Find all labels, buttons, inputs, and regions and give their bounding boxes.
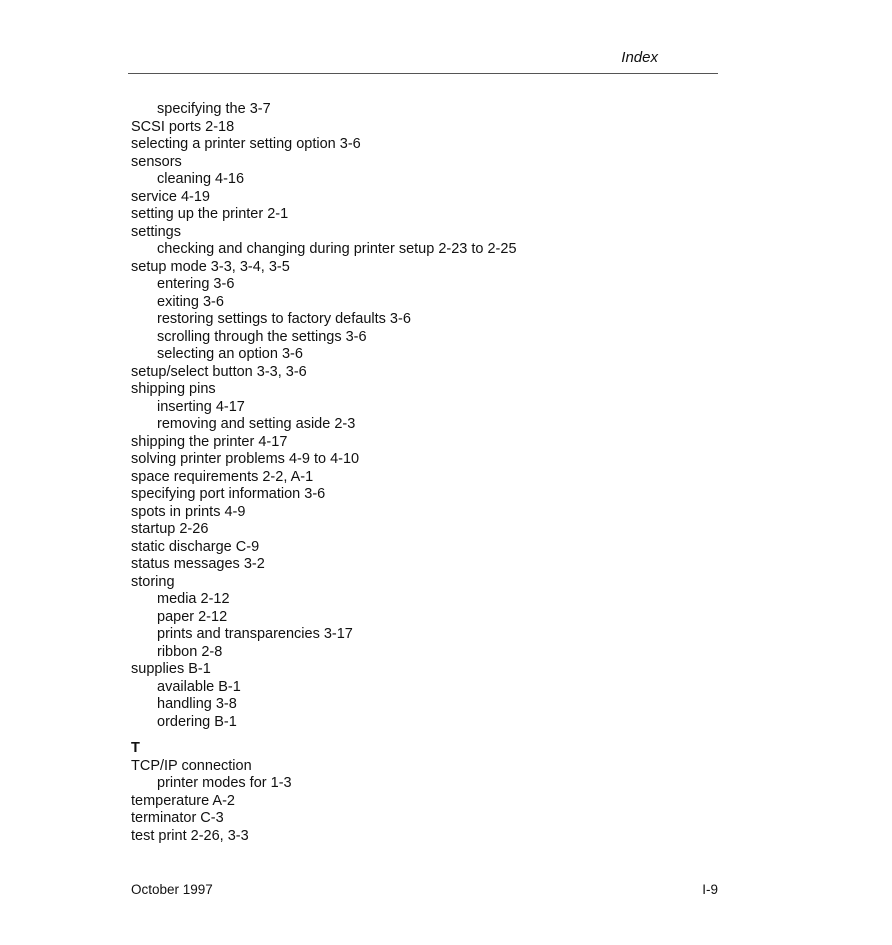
index-subentry: printer modes for 1-3 — [157, 775, 292, 791]
index-subentry: exiting 3-6 — [157, 293, 224, 310]
index-subentry: ordering B-1 — [157, 713, 237, 730]
index-entry: status messages 3-2 — [131, 556, 265, 572]
index-entry: static discharge C-9 — [131, 538, 260, 555]
index-entry: startup 2-26 — [131, 521, 209, 537]
index-subentry: media 2-12 — [157, 591, 230, 607]
index-letter-heading: T — [131, 740, 140, 756]
index-subentry: entering 3-6 — [157, 276, 235, 292]
index-entry: solving printer problems 4-9 to 4-10 — [131, 451, 360, 467]
index-subentry: paper 2-12 — [157, 608, 228, 625]
index-entry: service 4-19 — [131, 188, 210, 205]
running-header-title: Index — [621, 49, 658, 66]
index-subentry: ribbon 2-8 — [157, 643, 223, 660]
index-subentry: available B-1 — [157, 678, 241, 695]
index-entry: setup/select button 3-3, 3-6 — [131, 363, 307, 380]
footer-page-number: I-9 — [702, 882, 718, 897]
index-entry: settings — [131, 223, 181, 240]
index-entry: shipping the printer 4-17 — [131, 433, 288, 450]
index-entry: selecting a printer setting option 3-6 — [131, 136, 361, 152]
index-entry: sensors — [131, 153, 182, 170]
index-entry: test print 2-26, 3-3 — [131, 827, 249, 844]
index-entry: TCP/IP connection — [131, 757, 252, 774]
index-subentry: removing and setting aside 2-3 — [157, 416, 356, 432]
index-subentry: restoring settings to factory defaults 3-6 — [157, 311, 411, 327]
index-entry: specifying port information 3-6 — [131, 486, 326, 502]
index-subentry: handling 3-8 — [157, 696, 237, 712]
index-subentry: inserting 4-17 — [157, 398, 245, 415]
footer-date: October 1997 — [131, 882, 213, 897]
index-entry: setting up the printer 2-1 — [131, 206, 289, 222]
index-subentry: scrolling through the settings 3-6 — [157, 328, 367, 345]
index-subentry: specifying the 3-7 — [157, 101, 271, 117]
header-divider — [128, 73, 718, 74]
index-subentry: selecting an option 3-6 — [157, 346, 303, 362]
index-entry: spots in prints 4-9 — [131, 503, 246, 520]
index-entry-list — [131, 101, 711, 845]
index-subentry: cleaning 4-16 — [157, 171, 245, 187]
index-entry: SCSI ports 2-18 — [131, 118, 235, 135]
index-entry: supplies B-1 — [131, 661, 211, 677]
index-entry: terminator C-3 — [131, 810, 224, 826]
index-entry: setup mode 3-3, 3-4, 3-5 — [131, 258, 290, 275]
index-subentry: checking and changing during printer setup 2-23 to 2-25 — [157, 241, 517, 257]
index-entry: temperature A-2 — [131, 792, 235, 809]
index-subentry: prints and transparencies 3-17 — [157, 626, 353, 642]
index-entry: space requirements 2-2, A-1 — [131, 468, 314, 485]
index-entry: storing — [131, 573, 175, 590]
index-entry: shipping pins — [131, 381, 216, 397]
